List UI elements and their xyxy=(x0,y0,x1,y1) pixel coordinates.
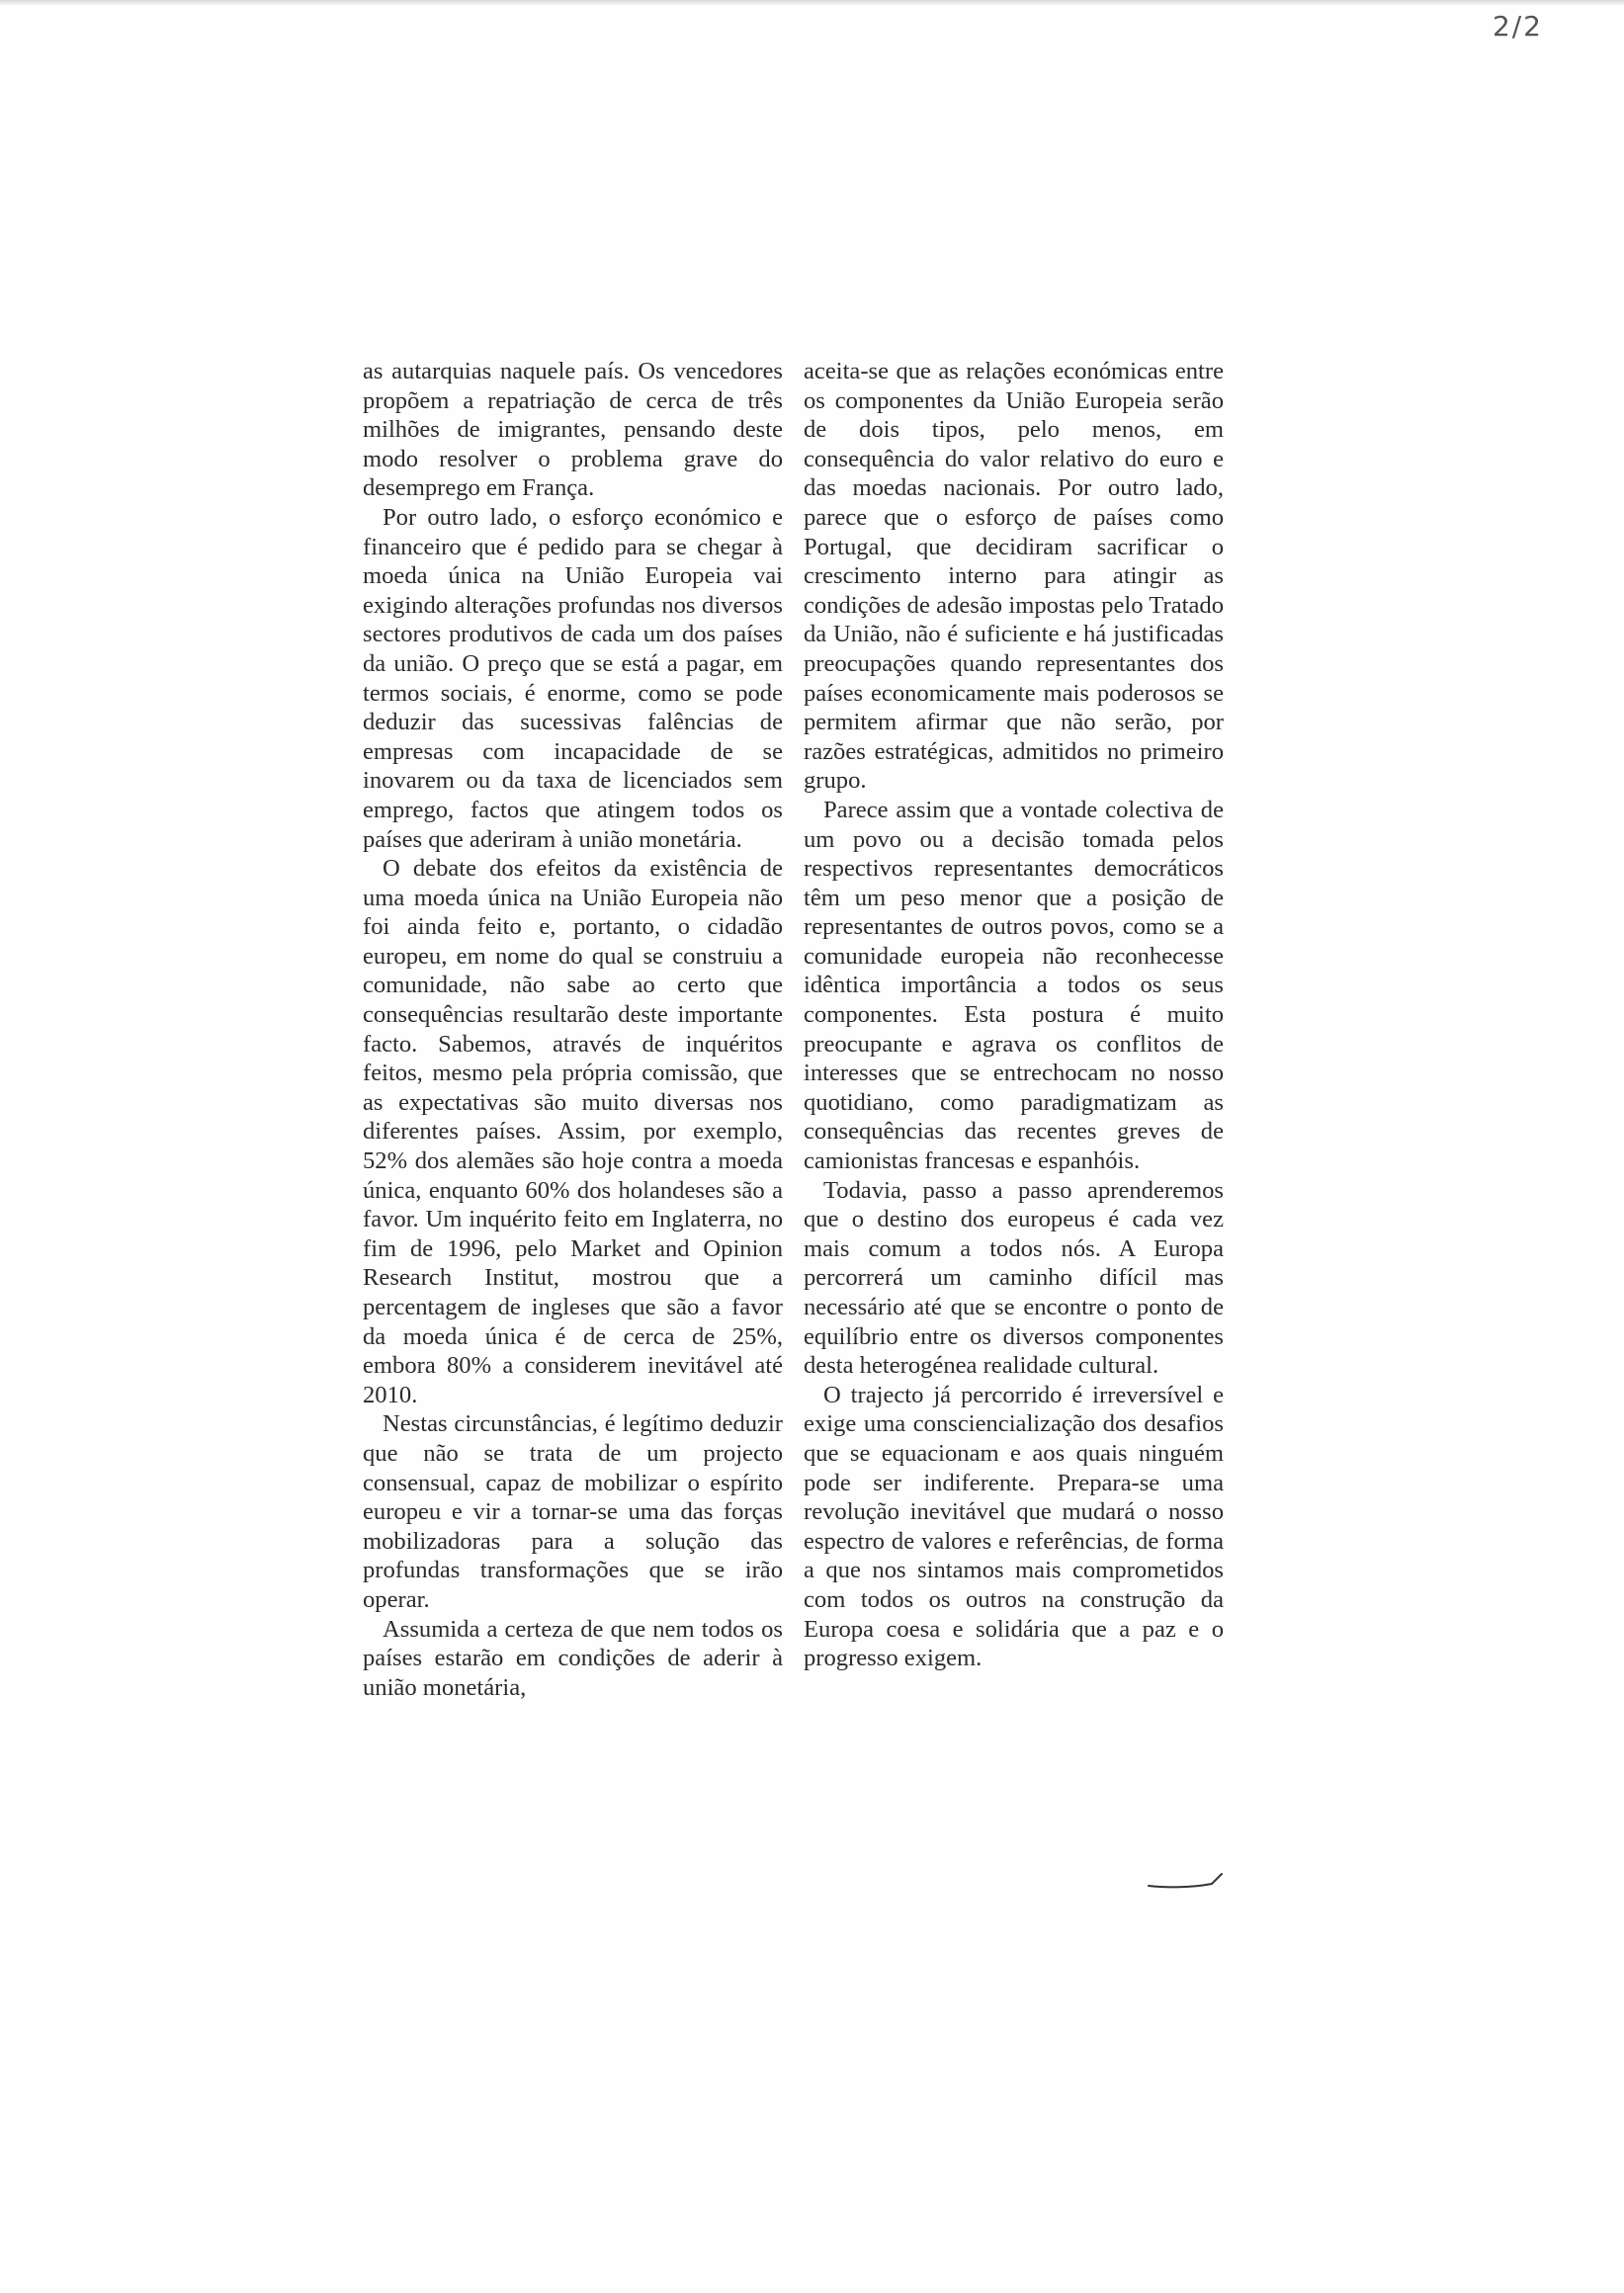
paragraph: aceita-se que as relações económicas entre os componentes da União Europeia serão de dois tipos, pelo menos, em consequência do valor relativo do euro e das moedas nacionais. Por outro lado, parece que o esforço de países como Portugal, que decidiram sacrificar o crescimento interno para atingir as condições de adesão impostas pelo Tratado da União, não é suficiente e há justificadas preocupações quando representantes dos países economicamente mais poderosos se permitem afirmar que não serão, por razões estratégicas, admitidos no primeiro grupo. xyxy=(804,358,1224,795)
paragraph: Por outro lado, o esforço económico e financeiro que é pedido para se chegar à moeda única na União Europeia vai exigindo alterações profundas nos diversos sectores produtivos de cada um dos países da união. O preço que se está a pagar, em termos sociais, é enorme, como se pode deduzir das sucessivas falências de empresas com incapacidade de se inovarem ou da taxa de licenciados sem emprego, factos que atingem todos os países que aderiram à união monetária. xyxy=(363,503,783,853)
paragraph: as autarquias naquele país. Os vencedores propõem a repatriação de cerca de três milhões de imigrantes, pensando deste modo resolver o problema grave do desemprego em França. xyxy=(363,358,783,502)
article-column-left xyxy=(363,357,783,1702)
paragraph: Parece assim que a vontade colectiva de um povo ou a decisão tomada pelos respectivos representantes democráticos têm um peso menor que a posição de representantes de outros povos, como se a comunidade europeia não reconhecesse idêntica importância a todos os seus componentes. Esta postura é muito preocupante e agrava os conflitos de interesses que se entrechocam no nosso quotidiano, como paradigmatizam as consequências das recentes greves de camionistas francesas e espanhóis. xyxy=(804,796,1224,1175)
scan-top-edge xyxy=(0,0,1624,6)
article-column-right xyxy=(804,357,1224,1673)
page-number: 2/2 xyxy=(1492,10,1543,42)
paragraph: O trajecto já percorrido é irreversível e exige uma consciencialização dos desafios que se equacionam e aos quais ninguém pode ser indiferente. Prepara-se uma revolução inevitável que mudará o nosso espectro de valores e referências, de forma a que nos sintamos mais comprometidos com todos os outros na construção da Europa coesa e solidária que a paz e o progresso exigem. xyxy=(804,1381,1224,1672)
paragraph: Todavia, passo a passo aprenderemos que o destino dos europeus é cada vez mais comum a todos nós. A Europa percorrerá um caminho difícil mas necessário até que se encontre o ponto de equilíbrio entre os diversos componentes desta heterogénea realidade cultural. xyxy=(804,1176,1224,1380)
end-mark-icon xyxy=(1147,1868,1226,1892)
paragraph: Assumida a certeza de que nem todos os países estarão em condições de aderir à união monetária, xyxy=(363,1615,783,1701)
paragraph: O debate dos efeitos da existência de uma moeda única na União Europeia não foi ainda feito e, portanto, o cidadão europeu, em nome do qual se construiu a comunidade, não sabe ao certo que consequências resultarão deste importante facto. Sabemos, através de inquéritos feitos, mesmo pela própria comissão, que as expectativas são muito diversas nos diferentes países. Assim, por exemplo, 52% dos alemães são hoje contra a moeda única, enquanto 60% dos holandeses são a favor. Um inquérito feito em Inglaterra, no fim de 1996, pelo Market and Opinion Research Institut, mostrou que a percentagem de ingleses que são a favor da moeda única é de cerca de 25%, embora 80% a considerem inevitável até 2010. xyxy=(363,855,783,1408)
paragraph: Nestas circunstâncias, é legítimo deduzir que não se trata de um projecto consensual, capaz de mobilizar o espírito europeu e vir a tornar-se uma das forças mobilizadoras para a solução das profundas transformações que se irão operar. xyxy=(363,1410,783,1613)
